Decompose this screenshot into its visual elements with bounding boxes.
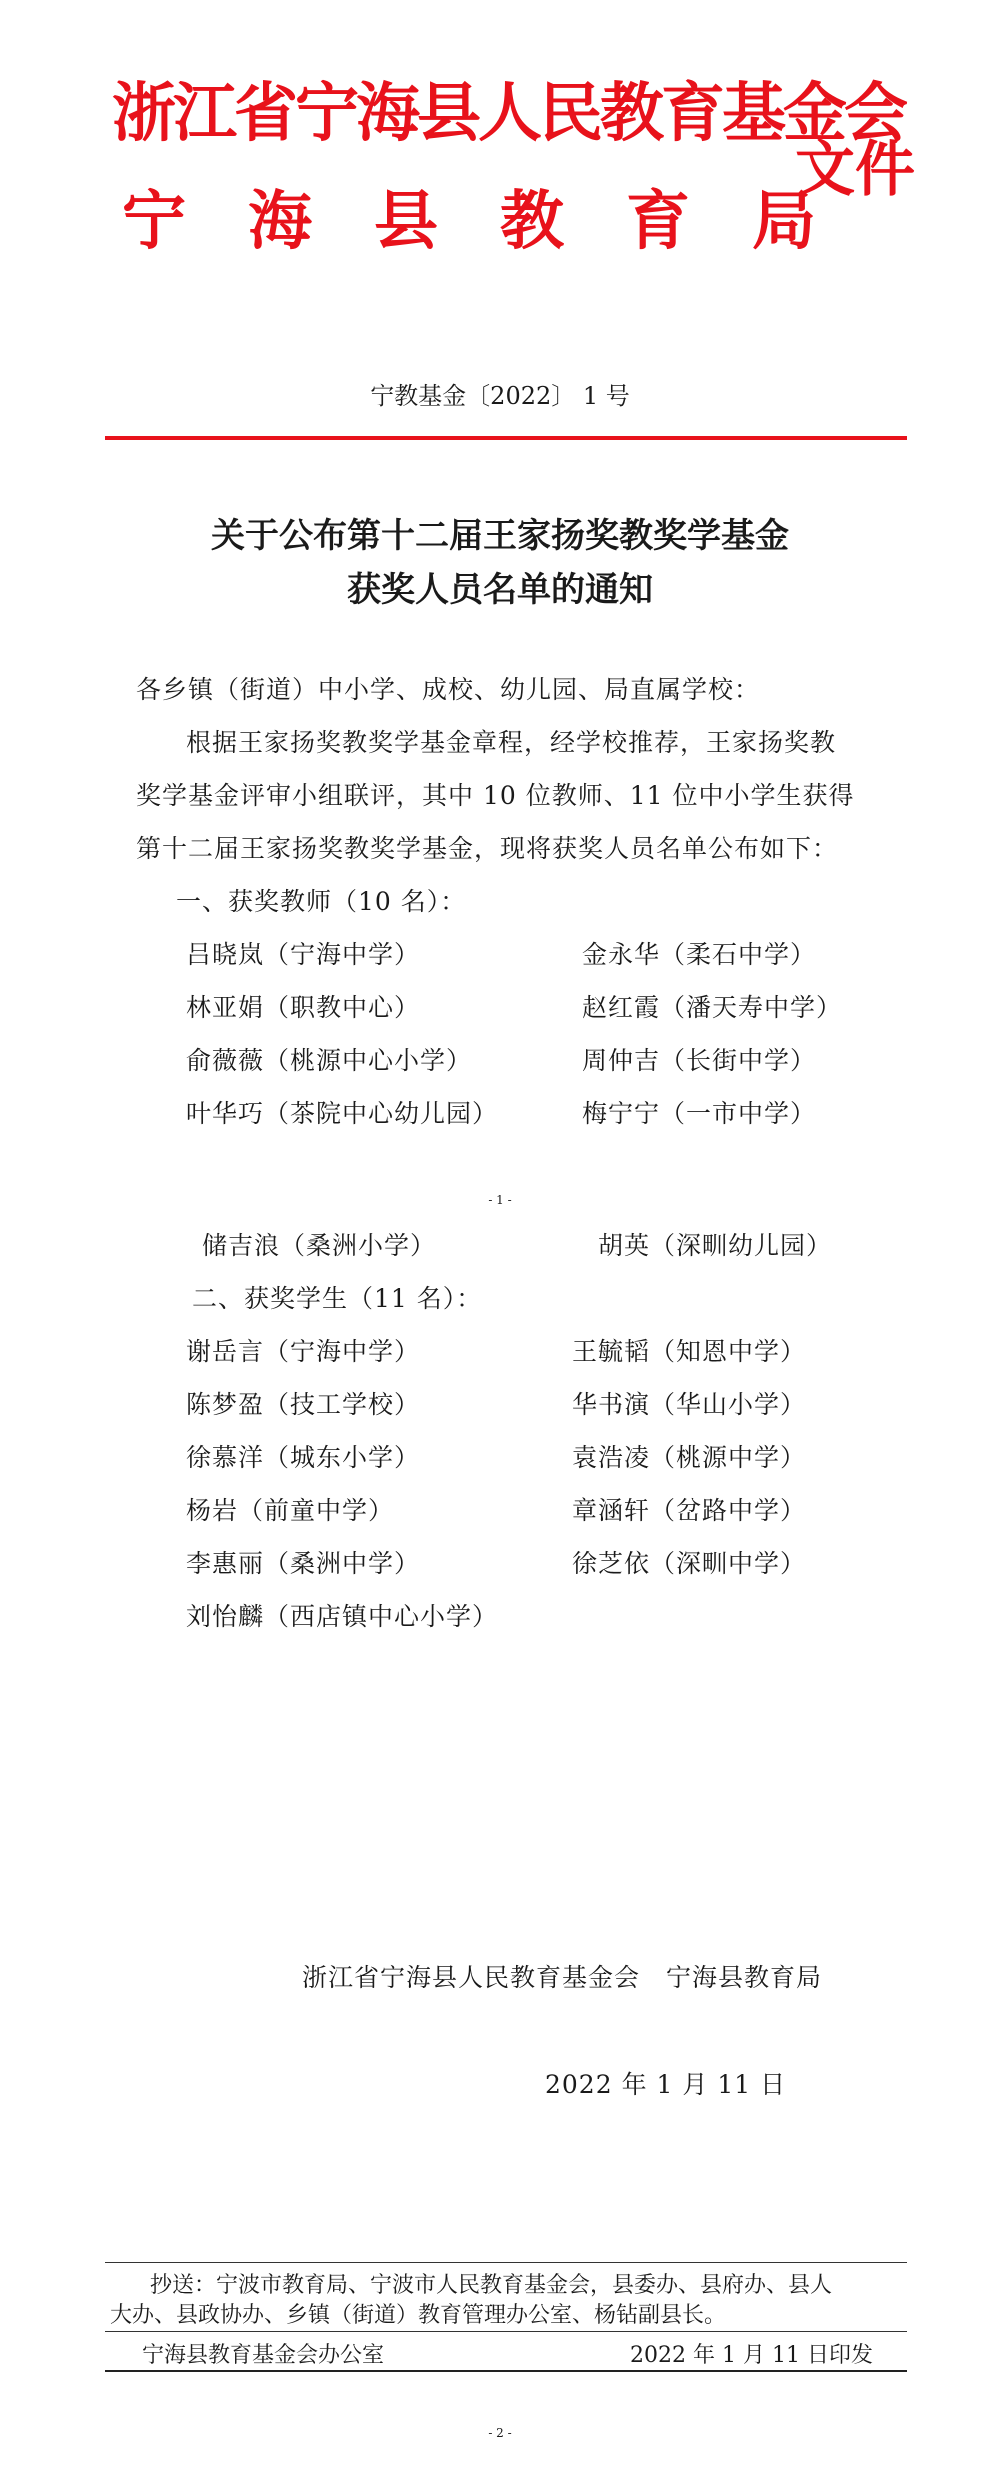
footer-middle-rule: [105, 2331, 907, 2332]
teacher-winner: 金永华（柔石中学）: [582, 940, 817, 969]
issuing-org-char: 局: [752, 185, 816, 259]
section-heading-students: 二、获奖学生（11 名）：: [192, 1284, 483, 1313]
section-heading-teachers: 一、获奖教师（10 名）：: [176, 887, 467, 916]
footer-bottom-rule: [105, 2370, 907, 2372]
student-winner: 杨岩（前童中学）: [186, 1496, 395, 1525]
document-number: 宁教基金〔2022〕 1 号: [370, 382, 630, 410]
body-paragraph-line: 根据王家扬奖教奖学基金章程，经学校推荐，王家扬奖教: [186, 728, 837, 757]
print-date: 2022 年 1 月 11 日印发: [630, 2343, 873, 2368]
teacher-winner: 吕晓岚（宁海中学）: [186, 940, 421, 969]
teacher-winner: 俞薇薇（桃源中心小学）: [186, 1046, 473, 1075]
issuing-org-char: 县: [374, 185, 438, 259]
page-number: - 1 -: [488, 1193, 512, 1207]
body-paragraph-line: 第十二届王家扬奖教奖学基金，现将获奖人员名单公布如下：: [136, 834, 839, 863]
signature-date: 2022 年 1 月 11 日: [545, 2070, 787, 2099]
student-winner: 徐芝依（深甽中学）: [572, 1549, 807, 1578]
document-label: 文件: [795, 135, 915, 205]
red-divider: [105, 436, 907, 440]
student-winner: 刘怡麟（西店镇中心小学）: [186, 1602, 499, 1631]
teacher-winner: 胡英（深甽幼儿园）: [598, 1231, 833, 1260]
notice-title-line1: 关于公布第十二届王家扬奖教奖学基金: [211, 516, 789, 556]
cc-line: 大办、县政协办、乡镇（街道）教育管理办公室、杨钻副县长。: [110, 2303, 727, 2328]
issuing-org-char: 海: [248, 185, 312, 259]
teacher-winner: 储吉浪（桑洲小学）: [202, 1231, 437, 1260]
issuing-office: 宁海县教育基金会办公室: [142, 2343, 385, 2368]
teacher-winner: 赵红霞（潘天寿中学）: [582, 993, 843, 1022]
page-number: - 2 -: [488, 2426, 512, 2440]
footer-top-rule: [105, 2262, 907, 2263]
teacher-winner: 叶华巧（茶院中心幼儿园）: [186, 1099, 499, 1128]
teacher-winner: 梅宁宁（一市中学）: [582, 1099, 817, 1128]
issuing-org-char: 宁: [122, 185, 186, 259]
cc-line: 抄送：宁波市教育局、宁波市人民教育基金会，县委办、县府办、县人: [150, 2273, 833, 2298]
salutation: 各乡镇（街道）中小学、成校、幼儿园、局直属学校：: [136, 675, 761, 704]
body-paragraph-line: 奖学基金评审小组联评，其中 10 位教师、11 位中小学生获得: [136, 781, 855, 810]
issuing-org-char: 育: [626, 185, 690, 259]
student-winner: 华书演（华山小学）: [572, 1390, 807, 1419]
student-winner: 章涵轩（岔路中学）: [572, 1496, 807, 1525]
student-winner: 李惠丽（桑洲中学）: [186, 1549, 421, 1578]
teacher-winner: 林亚娟（职教中心）: [186, 993, 421, 1022]
issuing-org-char: 教: [500, 185, 564, 259]
student-winner: 徐慕洋（城东小学）: [186, 1443, 421, 1472]
notice-title-line2: 获奖人员名单的通知: [347, 570, 653, 610]
signature-orgs: 浙江省宁海县人民教育基金会 宁海县教育局: [302, 1963, 823, 1992]
issuing-org-foundation: 浙江省宁海县人民教育基金会: [112, 77, 905, 151]
student-winner: 王毓韬（知恩中学）: [572, 1337, 807, 1366]
student-winner: 陈梦盈（技工学校）: [186, 1390, 421, 1419]
student-winner: 袁浩凌（桃源中学）: [572, 1443, 807, 1472]
student-winner: 谢岳言（宁海中学）: [186, 1337, 421, 1366]
teacher-winner: 周仲吉（长街中学）: [582, 1046, 817, 1075]
